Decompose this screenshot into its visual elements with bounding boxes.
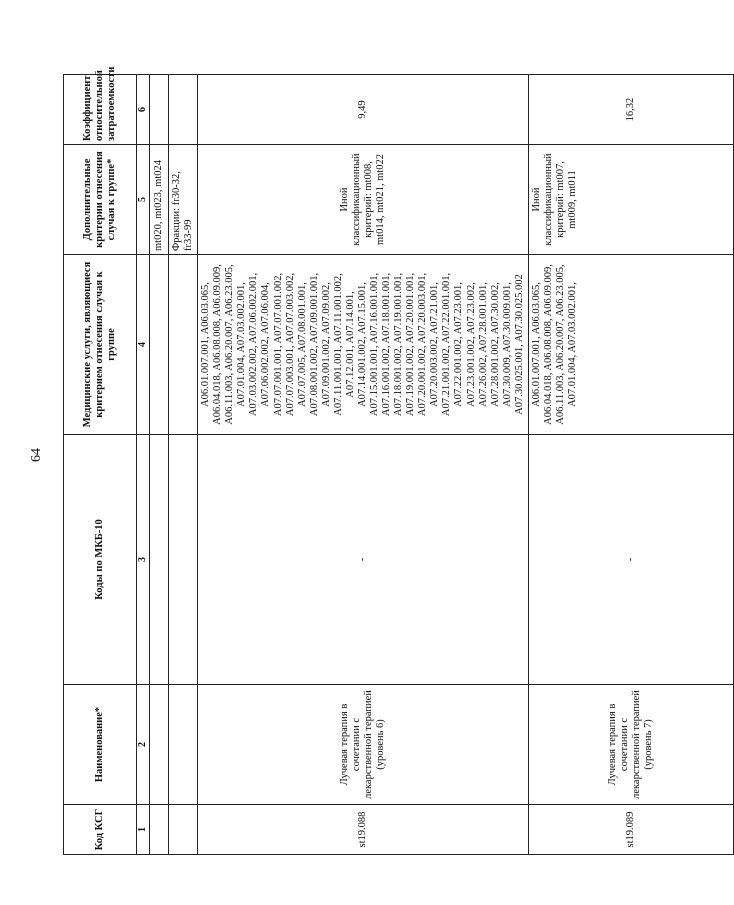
cell-empty xyxy=(150,805,169,855)
col-number-2: 2 xyxy=(137,685,150,805)
header-mkb-codes: Коды по МКБ-10 xyxy=(64,435,137,685)
header-name: Наименование* xyxy=(64,685,137,805)
col-number-5: 5 xyxy=(137,145,150,255)
ksg-code: st19.088 xyxy=(198,805,529,855)
ksg-name: Лучевая терапия в сочетании с лекарственной терапией (уровень 6) xyxy=(198,685,529,805)
col-number-1: 1 xyxy=(137,805,150,855)
col-number-6: 6 xyxy=(137,75,150,145)
medical-services: A06.01.007.001, A06.03.065, A06.04.018, A06.08.008, A06.09.009, A06.11.003, A06.20.007, A06.23.005, A07.01.004, A07.03.002.001, A07.03.002.002, A07.06.002.001, A07.06.002.002, A07.06.004, A07.07.001.001, A07.07.001.002, A07.07.003.001, A07.07.003.002, A07.07.005, A07.08.001.001, A07.08.001.002, A07.09.001.001, A07.09.001.002, A07.09.002, A07.11.001.001, A07.11.001.002, A07.12.001, A07.14.001, A07.14.001.002, A07.15.001, A07.15.001.001, A07.16.001.001, A07.16.001.002, A07.18.001.001, A07.18.001.002, A07.19.001.001, A07.19.001.002, A07.20.001.001, A07.20.001.002, A07.20.003.001, A07.20.003.002, A07.21.001, A07.21.001.002, A07.22.001.001, A07.22.001.002, A07.23.001, A07.23.001.002, A07.23.002, A07.26.002, A07.28.001.001, A07.28.001.002, A07.30.002, A07.30.009, A07.30.009.001, A07.30.025.001, A07.30.025.002 xyxy=(198,255,529,435)
col-number-4: 4 xyxy=(137,255,150,435)
mkb-codes: - xyxy=(528,435,733,685)
medical-services: A06.01.007.001, A06.03.065, A06.04.018, A06.08.008, A06.09.009, A06.11.003, A06.20.007, A06.23.005, A07.01.004, A07.03.002.001, xyxy=(528,255,733,435)
table-row xyxy=(198,75,529,855)
cell-empty xyxy=(169,805,198,855)
ksg-name: Лучевая терапия в сочетании с лекарственной терапией (уровень 7) xyxy=(528,685,733,805)
table-row xyxy=(528,75,733,855)
coefficient: 9,49 xyxy=(198,75,529,145)
additional-criteria: Иной классификационный критерий: mt008, mt014, mt021, mt022 xyxy=(198,145,529,255)
header-ksg-code: Код КСГ xyxy=(64,805,137,855)
cell-empty xyxy=(169,75,198,145)
cell-empty xyxy=(150,435,169,685)
rotated-table-wrapper xyxy=(63,66,654,855)
cell-criteria-mt: mt020, mt023, mt024 xyxy=(150,145,169,255)
cell-empty xyxy=(150,685,169,805)
cell-criteria-fractions: Фракции: fr30-32, fr33-99 xyxy=(169,145,198,255)
coefficient: 16,32 xyxy=(528,75,733,145)
header-medical-services: Медицинские услуги, являющиеся критерием отнесения случая к группе xyxy=(64,255,137,435)
page-number: 64 xyxy=(29,448,44,462)
ksg-code: st19.089 xyxy=(528,805,733,855)
header-additional-criteria: Дополнительные критерии отнесения случая к группе* xyxy=(64,145,137,255)
cell-empty xyxy=(150,75,169,145)
cell-empty xyxy=(169,435,198,685)
header-coefficient: Коэффициент относительной затратоемкости xyxy=(64,75,137,145)
cell-empty xyxy=(169,255,198,435)
cell-empty xyxy=(169,685,198,805)
additional-criteria: Иной классификационный критерий: mt007, mt009, mt011 xyxy=(528,145,733,255)
ksg-table xyxy=(63,66,734,855)
cell-empty xyxy=(150,255,169,435)
col-number-3: 3 xyxy=(137,435,150,685)
mkb-codes: - xyxy=(198,435,529,685)
